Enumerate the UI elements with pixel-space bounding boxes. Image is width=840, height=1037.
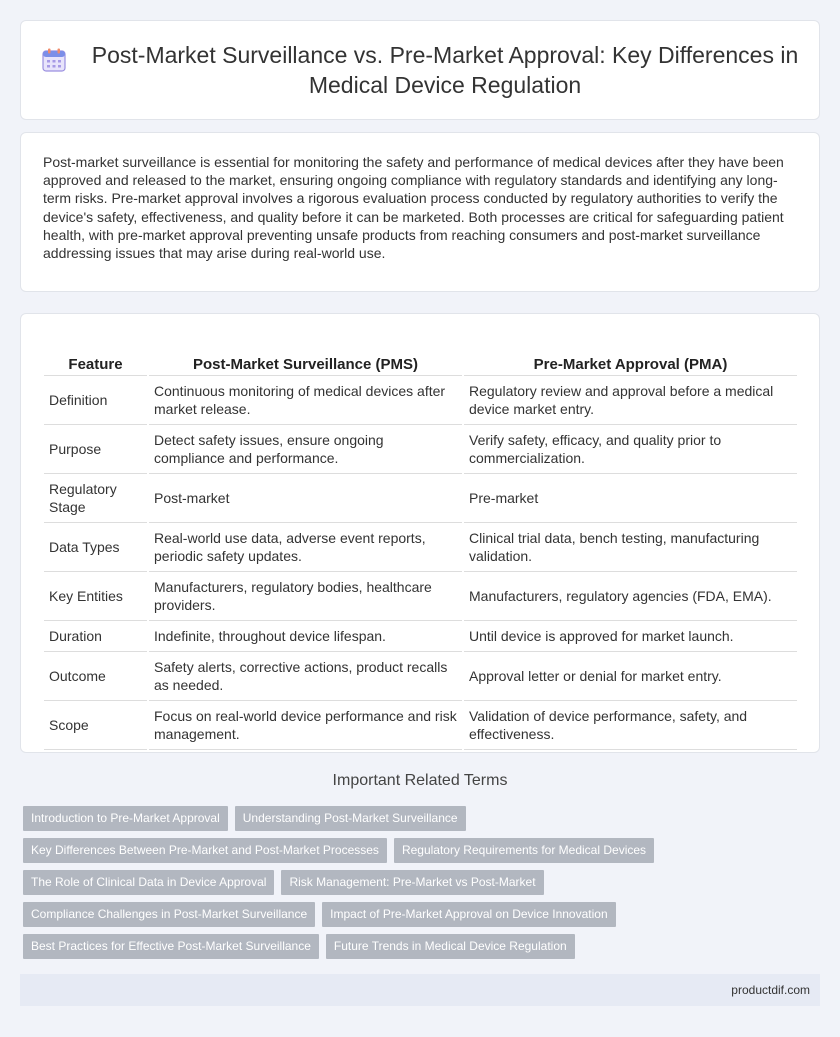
header-pms: Post-Market Surveillance (PMS) [149,334,462,376]
related-term-tag[interactable]: Understanding Post-Market Surveillance [235,806,466,831]
intro-card [20,132,820,292]
feature-cell: Definition [44,376,147,425]
pma-cell: Manufacturers, regulatory agencies (FDA, EMA). [464,572,797,621]
pms-cell: Continuous monitoring of medical devices after market release. [149,376,462,425]
related-term-tag[interactable]: Key Differences Between Pre-Market and Post-Market Processes [23,838,387,863]
intro-paragraph: Post-market surveillance is essential for monitoring the safety and performance of medical devices after they have been approved and released to the market, ensuring ongoing compliance with regulatory standards and identifying any long-term risks. Pre-market approval involves a rigorous evaluation process conducted by regulatory authorities to verify the device's safety, effectiveness, and quality before it can be marketed. Both processes are critical for safeguarding patient health, with pre-market approval preventing unsafe products from reaching consumers and post-market surveillance addressing issues that may arise during real-world use. [43,154,784,262]
pma-cell: Clinical trial data, bench testing, manufacturing validation. [464,523,797,572]
pma-cell: Regulatory review and approval before a medical device market entry. [464,376,797,425]
calendar-icon [41,47,67,73]
related-term-tag[interactable]: Regulatory Requirements for Medical Devices [394,838,654,863]
table-row [44,701,797,750]
pms-cell: Manufacturers, regulatory bodies, healthcare providers. [149,572,462,621]
related-term-tag[interactable]: Introduction to Pre-Market Approval [23,806,228,831]
comparison-card [20,313,820,753]
tag-row [23,806,823,831]
feature-cell: Key Entities [44,572,147,621]
pms-cell: Focus on real-world device performance and risk management. [149,701,462,750]
pma-cell: Approval letter or denial for market entry. [464,652,797,701]
feature-cell: Outcome [44,652,147,701]
tag-row [23,838,823,863]
table-row [44,523,797,572]
table-row [44,621,797,652]
related-term-tag[interactable]: Future Trends in Medical Device Regulation [326,934,575,959]
table-row [44,425,797,474]
footer-site-link[interactable]: productdif.com [731,983,810,997]
pma-cell: Verify safety, efficacy, and quality prior to commercialization. [464,425,797,474]
pms-cell: Detect safety issues, ensure ongoing compliance and performance. [149,425,462,474]
tag-row [23,934,823,959]
related-term-tag[interactable]: Best Practices for Effective Post-Market Surveillance [23,934,319,959]
related-term-tag[interactable]: The Role of Clinical Data in Device Approval [23,870,274,895]
related-term-tag[interactable]: Risk Management: Pre-Market vs Post-Market [281,870,543,895]
feature-cell: Purpose [44,425,147,474]
pms-cell: Indefinite, throughout device lifespan. [149,621,462,652]
footer [20,974,820,1006]
related-term-tag[interactable]: Compliance Challenges in Post-Market Surveillance [23,902,315,927]
pms-cell: Safety alerts, corrective actions, product recalls as needed. [149,652,462,701]
related-term-tag[interactable]: Impact of Pre-Market Approval on Device Innovation [322,902,615,927]
table-row [44,376,797,425]
comparison-table [42,334,799,750]
header-pma: Pre-Market Approval (PMA) [464,334,797,376]
feature-cell: Data Types [44,523,147,572]
pma-cell: Validation of device performance, safety, and effectiveness. [464,701,797,750]
table-row [44,474,797,523]
related-terms-title: Important Related Terms [332,772,508,789]
table-header-row [44,334,797,376]
page-title: Post-Market Surveillance vs. Pre-Market Approval: Key Differences in Medical Device Regulation [91,42,799,98]
pma-cell: Until device is approved for market launch. [464,621,797,652]
pma-cell: Pre-market [464,474,797,523]
related-terms [23,806,823,966]
header-feature: Feature [44,334,147,376]
pms-cell: Post-market [149,474,462,523]
tag-row [23,902,823,927]
feature-cell: Regulatory Stage [44,474,147,523]
title-card [20,20,820,120]
pms-cell: Real-world use data, adverse event reports, periodic safety updates. [149,523,462,572]
table-row [44,572,797,621]
feature-cell: Duration [44,621,147,652]
tag-row [23,870,823,895]
table-row [44,652,797,701]
feature-cell: Scope [44,701,147,750]
